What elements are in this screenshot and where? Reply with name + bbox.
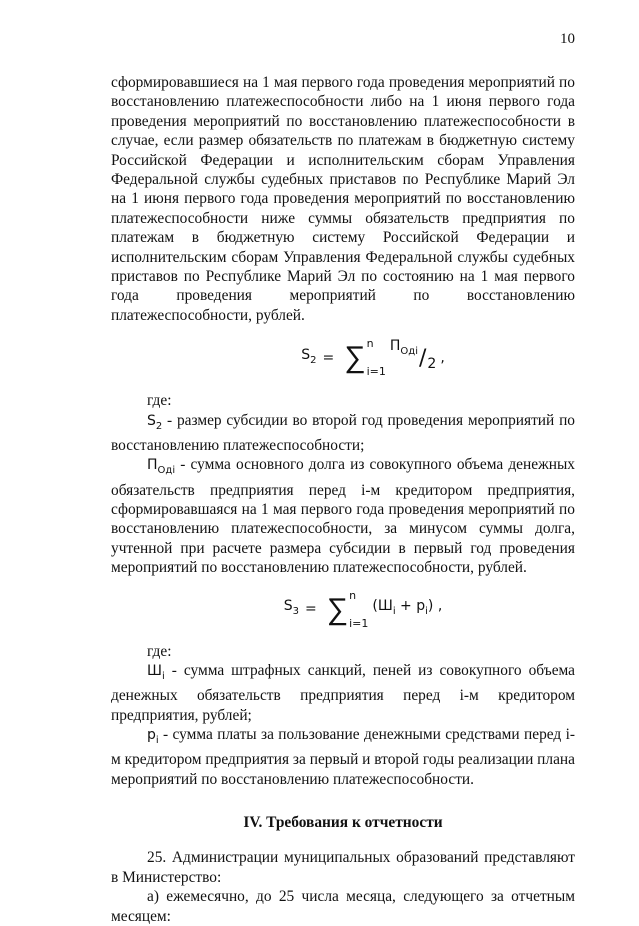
- definition-sh: $Ш_i$ - сумма штрафных санкций, пеней из совокупного объема денежных обязательств предприятия перед i-м кредитором предприятия, рублей;: [111, 661, 575, 724]
- sigma-symbol: ∑: [326, 591, 349, 627]
- formula-s2-eq: =: [322, 349, 335, 366]
- fraction-slash: /: [418, 345, 427, 371]
- paragraph-25: 25. Администрации муниципальных образований представляют в Министерство:: [111, 849, 575, 886]
- p-symbol: $p_i$: [147, 726, 159, 746]
- sum-limits: n i=1: [349, 588, 369, 630]
- definition-s2: $S_2$ - размер субсидии во второй год проведения мероприятий по восстановлению платежеспособности;: [111, 411, 575, 454]
- formula-s2: [171, 325, 575, 391]
- formula-s2-denominator: 2: [427, 355, 437, 372]
- definition-p: $p_i$ - сумма платы за пользование денежными средствами перед i-м кредитором предприятия за первый и второй годы реализации плана мероприятий по восстановлению платежеспособности.: [111, 725, 575, 788]
- s2-symbol: $S_2$: [147, 412, 163, 432]
- pod-symbol: $П_{Одi}$: [147, 457, 176, 477]
- paragraph-a: а) ежемесячно, до 25 числа месяца, следующего за отчетным месяцем:: [111, 888, 575, 925]
- definition-pod: $П_{Одi}$ - сумма основного долга из совокупного объема денежных обязательств предприятия перед i-м кредитором предприятия, сформировавшаяся на 1 мая первого года проведения мероприятий по восстановлению платежеспособности, за минусом суммы долга, учтенной при расчете размера субсидии в первый год проведения мероприятий по восстановлению платежеспособности, рублей.: [111, 456, 575, 577]
- formula-s3-body: $(Ш_i + p_i)$ ,: [372, 598, 443, 618]
- where-label-2: где:: [147, 642, 172, 660]
- page-number: 10: [560, 31, 575, 47]
- formula-s3-sum: [327, 590, 369, 630]
- formula-s2-sum: [344, 338, 386, 378]
- intro-paragraph: сформировавшиеся на 1 мая первого года проведения мероприятий по восстановлению платежеспособности либо на 1 июня первого года проведения мероприятий по восстановлению платежеспособности в случае, если размер обязательств по платежам в бюджетную систему Российской Федерации и исполнительским сборам Управления Федеральной службы судебных приставов по Республике Марий Эл на 1 июня первого года проведения мероприятий по восстановлению платежеспособности ниже суммы обязательств предприятия по платежам в бюджетную систему Российской Федерации и исполнительским сборам Управления Федеральной службы судебных приставов по Республике Марий Эл по состоянию на 1 мая первого года проведения мероприятий по восстановлению платежеспособности, рублей.: [111, 74, 575, 324]
- document-body: [111, 73, 575, 926]
- formula-s3-eq: =: [304, 600, 317, 617]
- section-heading: IV. Требования к отчетности: [243, 813, 443, 831]
- sum-limits: n i=1: [366, 337, 386, 379]
- sh-symbol: $Ш_i$: [147, 662, 165, 682]
- where-label-1: где:: [147, 392, 172, 410]
- formula-s3: [151, 578, 575, 642]
- formula-s2-tail: ,: [440, 349, 445, 366]
- formula-s2-lhs: $S_2$: [301, 347, 317, 366]
- formula-s2-term: $П_{Одi}$: [389, 338, 418, 357]
- formula-s3-lhs: $S_3$: [283, 598, 299, 618]
- sigma-symbol: ∑: [344, 340, 366, 376]
